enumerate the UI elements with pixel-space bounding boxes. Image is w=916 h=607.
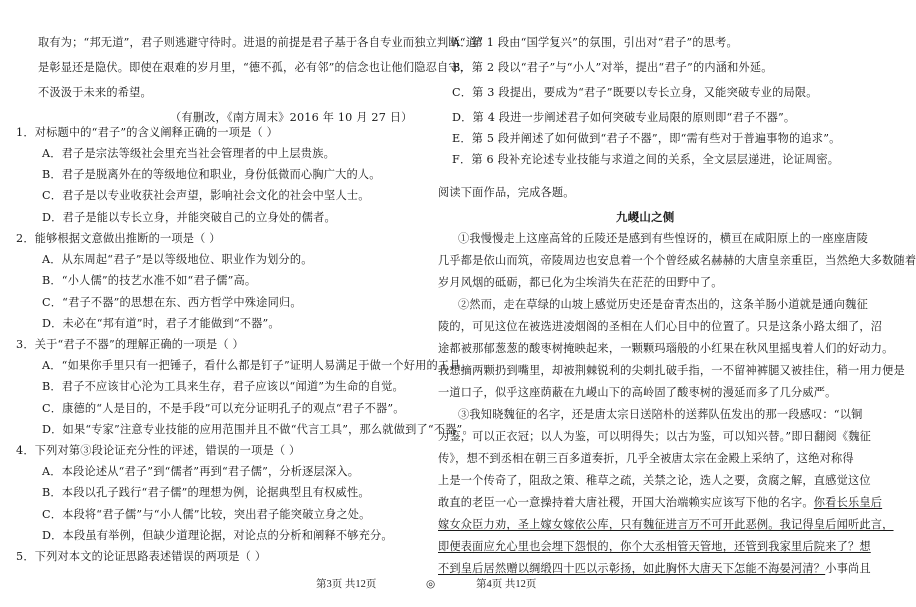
essay-line: 途都被那郁葱葱的酸枣树掩映起来，一颗颗玛瑙般的小红果在秋风里摇曳着人们的好动力。 [438, 342, 894, 355]
option-2c: C．“君子不器”的思想在东、西方哲学中殊途同归。 [42, 296, 302, 309]
essay-line [438, 496, 882, 510]
passage-line: 取有为；“邦无道”，君子则逃避守待时。进退的前提是君子基于各自专业而独立判断“道” [38, 36, 484, 49]
option-2a: A．从东周起“君子”是以等级地位、职业作为划分的。 [42, 253, 313, 266]
option-1b: B．君子是脱离外在的等级地位和职业，身份低微而心胸广大的人。 [42, 168, 381, 181]
source-citation: （有删改，《南方周末》2016 年 10 月 27 日） [170, 111, 413, 124]
option-5d: D．第 4 段进一步阐述君子如何突破专业局限的原则即“君子不器”。 [452, 111, 796, 124]
essay-title: 九嵕山之侧 [616, 210, 675, 224]
option-5e: E．第 5 段并阐述了如何做到“君子不器”，即“需有些对于普遍事物的追求”。 [452, 132, 841, 145]
reading-instruction: 阅读下面作品，完成各题。 [438, 186, 575, 199]
option-1c: C．君子是以专业收获社会声望，影响社会文化的社会中坚人士。 [42, 189, 370, 202]
option-4a: A．本段论述从“君子”到“儒者”再到“君子儒”，分析逐层深入。 [42, 465, 360, 478]
page-number-left: 第3页 共12页 [316, 579, 377, 590]
essay-line: 传》，想不到丞相在朝三百多道奏折，几乎全被唐太宗在金殿上采纳了，这绝对称得 [438, 452, 854, 465]
question-3: 3．关于“君子不器”的理解正确的一项是（ ） [16, 338, 244, 351]
center-mark: ◎ [426, 579, 436, 590]
essay-line: 几乎都是依山而筑，帝陵周边也安息着一个个曾经威名赫赫的大唐皇亲重臣，当然绝大多数随着 [438, 254, 916, 267]
question-1: 1．对标题中的“君子”的含义阐释正确的一项是（ ） [16, 126, 279, 139]
essay-line: 我想摘两颗扔到嘴里，却被荆棘锐利的尖刺扎破手指，一不留神裤腿又被挂住，稍一用力便是 [438, 364, 905, 377]
option-3a: A．“如果你手里只有一把锤子，看什么都是钉子”证明人易满足于做一个好用的工具。 [42, 359, 473, 372]
essay-line: ①我慢慢走上这座高耸的丘陵还是感到有些惶讶的，横亘在咸阳原上的一座座唐陵 [458, 232, 868, 245]
option-2b: B．“小人儒”的技艺水准不如“君子儒”高。 [42, 274, 257, 287]
option-5b: B．第 2 段以“君子”与“小人”对举，提出“君子”的内涵和外延。 [452, 61, 773, 74]
passage-line: 不汲汲于未来的希望。 [38, 86, 152, 99]
option-5c: C．第 3 段提出，要成为“君子”既要以专长立身，又能突破专业的局限。 [452, 86, 818, 99]
option-3b: B．君子不应该甘心沦为工具来生存，君子应该以“闻道”为生命的自觉。 [42, 380, 404, 393]
essay-line: ②然而，走在草绿的山坡上感觉历史还是奋青杰出的，这条羊肠小道就是通向魏征 [458, 298, 868, 311]
essay-line: 岁月风烟的砥砺，都已化为尘埃消失在茫茫的田野中了。 [438, 276, 723, 289]
option-5a: A．第 1 段由“国学复兴”的氛围，引出对“君子”的思考。 [452, 36, 738, 49]
essay-line [438, 562, 871, 576]
question-5: 5．下列对本文的论证思路表述错误的两项是（ ） [16, 550, 267, 563]
option-3d: D．如果“专家”注意专业技能的应用范围并且不做“代言工具”，那么就做到了“不器”。 [42, 423, 474, 436]
question-4: 4．下列对第③段论证充分性的评述，错误的一项是（ ） [16, 444, 301, 457]
essay-line: 一道口子，似乎这座荫蔽在九嵕山下的高岭固了酸枣树的漫延而多了几分威严。 [438, 386, 837, 399]
page-number-right: 第4页 共12页 [476, 579, 537, 590]
essay-line: 上是一个传奇了，阻敌之策、稚草之疏，关禁之论，选人之要，贪腐之解，直感觉这位 [438, 474, 871, 487]
essay-text: 敢直的老臣一心一意操持着大唐社稷，开国大治端赖实应该写下他的名字。 [438, 496, 814, 509]
option-4d: D．本段虽有举例，但缺少道理论据，对论点的分析和阐释不够充分。 [42, 529, 393, 542]
option-4c: C．本段将“君子儒”与“小人儒”比较，突出君子能突破立身之处。 [42, 508, 371, 521]
option-3c: C．康德的“人是目的，不是手段”可以充分证明孔子的观点“君子不器”。 [42, 402, 405, 415]
underlined-text: 不到皇后居然赠以绸缎四十匹以示彰扬，如此胸怀大唐天下怎能不海晏河清？ [438, 562, 826, 575]
passage-line: 是彰显还是隐伏。即使在艰难的岁月里，“德不孤，必有邻”的信念也让他们隐忍自守， [38, 61, 472, 74]
option-4b: B．本段以孔子践行“君子儒”的理想为例，论据典型且有权威性。 [42, 486, 370, 499]
option-1d: D．君子是能以专长立身，并能突破自己的立身处的儒者。 [42, 211, 336, 224]
option-2d: D．未必在“邦有道”时，君子才能做到“不器”。 [42, 317, 280, 330]
question-2: 2．能够根据文意做出推断的一项是（ ） [16, 232, 221, 245]
essay-line: ③我知晓魏征的名字，还是唐太宗日送陪朴的送葬队伍发出的那一段感叹：“以铜 [458, 408, 863, 421]
underlined-line: 嫁女众臣力劝，圣上嫁女嫁依公库，只有魏征进言万不可开此恶例。我记得皇后闻听此言， [438, 518, 894, 531]
essay-text: 小事尚且 [825, 562, 871, 575]
underlined-text: 你看长乐皇后 [813, 496, 883, 509]
essay-line: 为鉴，可以正衣冠；以人为鉴，可以明得失；以古为鉴，可以知兴替。”即日翻阅《魏征 [438, 430, 872, 443]
option-5f: F．第 6 段补充论述专业技能与求道之间的关系，全文层层递进，论证周密。 [452, 153, 840, 166]
essay-line: 陵的，可见这位在被选进凌烟阁的圣相在人们心目中的位置了。只是这条小路太细了，沼 [438, 320, 883, 333]
underlined-line: 即便表面应允心里也会埋下怨恨的，你个大丞相管天管地，还管到我家里后院来了？想 [438, 540, 871, 553]
option-1a: A．君子是宗法等级社会里充当社会管理者的中上层贵族。 [42, 147, 335, 160]
